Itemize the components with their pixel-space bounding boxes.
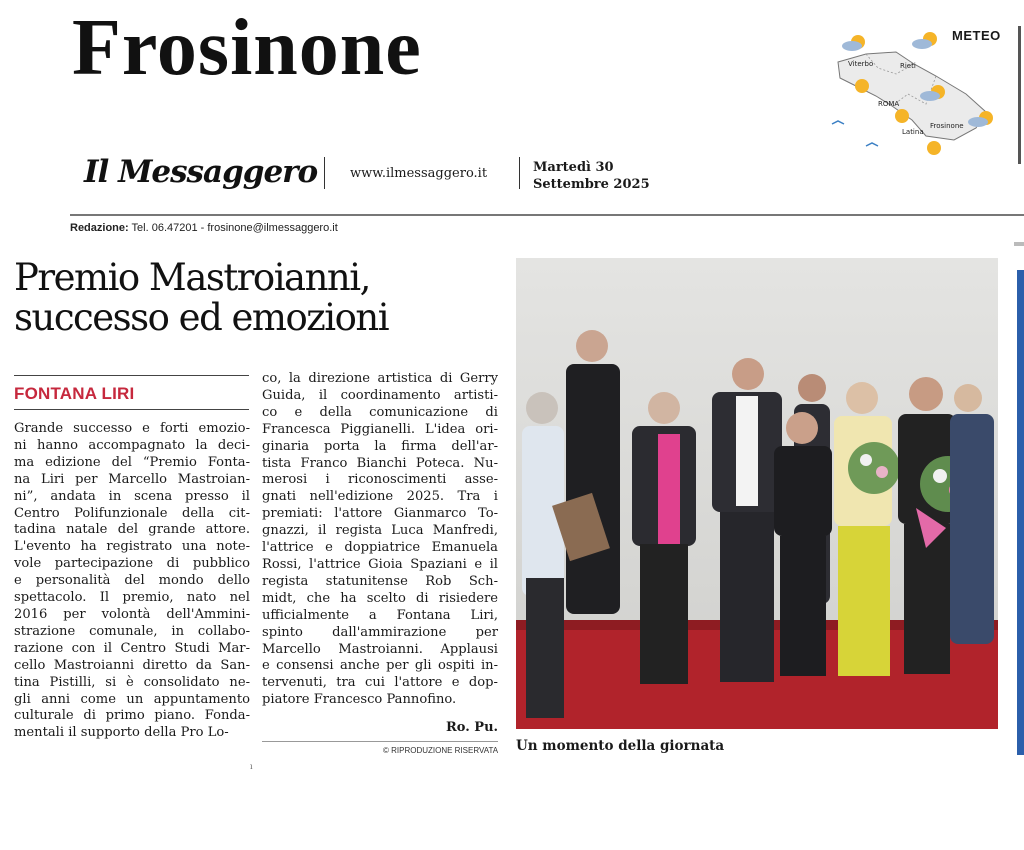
column-end-mark: ı (250, 762, 253, 771)
body-line: tina Pistilli, si è consolidato ne- (14, 674, 250, 690)
edge-bar (1017, 270, 1024, 755)
person-figure (950, 384, 994, 644)
meteo-label: METEO (952, 28, 1001, 43)
body-line: spinto dall'ammirazione per (262, 624, 498, 640)
article-column-2 (262, 371, 498, 709)
redazione-line (70, 222, 338, 234)
body-line: e consensi anche per gli ospiti in- (262, 658, 498, 674)
body-line: ufficialmente a Fontana Liri, (262, 607, 498, 623)
masthead-title: Frosinone (72, 4, 422, 92)
body-line: co e della comunicazione di (262, 404, 498, 420)
body-line: regista statunitense Rob Sch- (262, 573, 498, 589)
photo-illustration (516, 258, 998, 729)
body-line: culturale di primo piano. Fonda- (14, 708, 250, 724)
redazione-label: Redazione: (70, 222, 129, 234)
divider (519, 157, 520, 189)
headline-line: successo ed emozioni (14, 296, 389, 339)
person-figure (834, 382, 892, 676)
flower-bouquet (848, 442, 900, 494)
body-line: razione con il Centro Studi Mar- (14, 640, 250, 656)
body-line: L'evento ha registrato una note- (14, 539, 250, 555)
divider (324, 157, 325, 189)
date-month-year: Settembre 2025 (533, 177, 650, 192)
person-figure (522, 392, 564, 718)
top-rule (70, 214, 1024, 216)
person-figure (712, 358, 782, 682)
article-photo (516, 258, 998, 729)
issue-date (533, 159, 650, 193)
body-line: e personalità del mondo dello (14, 573, 250, 589)
body-line: co, la direzione artistica di Gerry (262, 371, 498, 386)
body-line: piatore Francesco Pannofino. (262, 692, 457, 708)
author-signature: Ro. Pu. (446, 720, 499, 735)
redazione-contacts: Tel. 06.47201 - frosinone@ilmessaggero.it (131, 222, 338, 234)
city-label: Frosinone (930, 122, 964, 130)
body-line: mentali il supporto della Pro Lo- (14, 725, 229, 741)
copyright-rule (262, 741, 498, 742)
person-figure (774, 412, 832, 676)
kicker-rule (14, 375, 249, 376)
body-line: na Liri per Marcello Mastroian- (14, 471, 250, 487)
article-kicker: FONTANA LIRI (14, 384, 135, 403)
city-label: ROMA (878, 100, 900, 108)
newspaper-logo: Il Messaggero (84, 154, 318, 190)
body-line: strazione comunale, in collabo- (14, 623, 250, 639)
weather-map (826, 24, 1006, 162)
kicker-rule (14, 409, 249, 410)
body-line: gnazzi, il regista Luca Manfredi, (262, 523, 498, 539)
city-label: Viterbo (848, 60, 874, 68)
body-line: vole partecipazione di pubblico (14, 556, 250, 572)
person-figure (632, 392, 696, 684)
body-line: tervenuti, tra cui l'attore e dop- (262, 675, 498, 691)
body-line: l'attrice e doppiatrice Emanuela (262, 540, 498, 556)
body-line: Marcello Mastroianni. Applausi (262, 641, 498, 657)
edge-mark (1014, 242, 1024, 246)
photo-caption: Un momento della giornata (516, 738, 725, 754)
city-label: Rieti (900, 62, 916, 70)
headline-line: Premio Mastroianni, (14, 256, 370, 299)
body-line: cello Mastroianni diretto da San- (14, 657, 250, 673)
body-line: spettacolo. Il premio, nato nel (14, 590, 250, 606)
body-line: merosi i riconoscimenti asse- (262, 472, 498, 488)
body-line: gli anni come un appuntamento (14, 691, 250, 707)
body-line: ni hanno accompagnato la deci- (14, 437, 250, 453)
body-line: Grande successo e forti emozio- (14, 421, 250, 436)
website[interactable]: www.ilmessaggero.it (350, 166, 488, 181)
sun-icon (895, 109, 909, 123)
body-line: tadina natale del grande attore. (14, 522, 250, 538)
copyright-note: © RIPRODUZIONE RISERVATA (383, 746, 499, 755)
body-line: Centro Polifunzionale della cit- (14, 505, 250, 521)
body-line: ginaria porta la firma dell'ar- (262, 438, 498, 454)
date-weekday: Martedì 30 (533, 160, 614, 175)
body-line: Rossi, l'attrice Gioia Spaziani e il (262, 556, 498, 572)
body-line: 2016 per volontà dell'Ammini- (14, 606, 250, 622)
article-headline (14, 258, 504, 338)
body-line: ma edizione del “Premio Fonta- (14, 454, 250, 470)
city-label: Latina (902, 128, 924, 136)
article-column-1 (14, 421, 250, 742)
body-line: gnati nell'edizione 2025. Tra i (262, 489, 498, 505)
body-line: Francesca Piggianelli. L'idea ori- (262, 421, 498, 437)
person-figure (566, 330, 620, 614)
sun-icon (927, 141, 941, 155)
meteo-divider (1018, 26, 1021, 164)
sun-icon (855, 79, 869, 93)
body-line: midt, che ha scelto di risiedere (262, 590, 498, 606)
body-line: tista Franco Bianchi Poteca. Nu- (262, 455, 498, 471)
body-line: Guida, il coordinamento artisti- (262, 387, 498, 403)
body-line: premiati: l'attore Gianmarco To- (262, 506, 498, 522)
body-line: ni”, andata in scena presso il (14, 488, 250, 504)
